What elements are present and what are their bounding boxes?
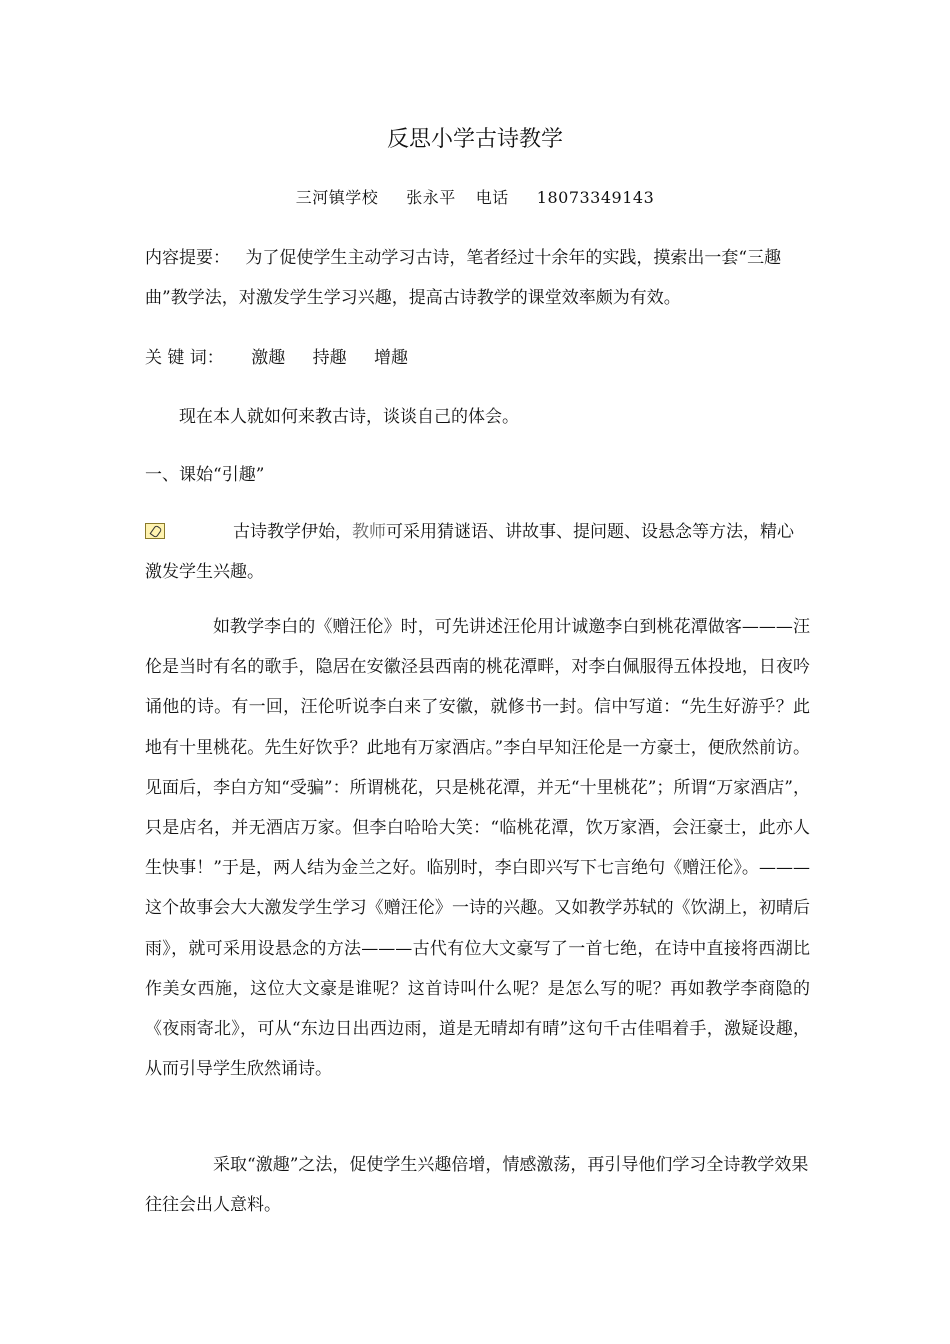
paragraph-1-before: 古诗教学伊始，: [233, 522, 352, 542]
section-heading: 一、课始“引趣”: [145, 465, 265, 485]
author-school: 三河镇学校: [295, 188, 379, 207]
abstract: [145, 238, 810, 318]
paragraph-2: 如教学李白的《赠汪伦》时，可先讲述汪伦用计诚邀李白到桃花潭做客———汪伦是当时有名的歌手，隐居在安徽泾县西南的桃花潭畔，对李白佩服得五体投地，日夜吟诵他的诗。有一回，汪伦听说李白来了安徽，就修书一封。信中写道：“先生好游乎？此地有十里桃花。先生好饮乎？此地有万家酒店。”李白早知汪伦是一方豪士，便欣然前访。见面后，李白方知“受骗”：所谓桃花，只是桃花潭，并无“十里桃花”；所谓“万家酒店”，只是店名，并无酒店万家。但李白哈哈大笑：“临桃花潭，饮万家酒，会汪豪士，此亦人生快事！”于是，两人结为金兰之好。临别时，李白即兴写下七言绝句《赠汪伦》。———这个故事会大大激发学生学习《赠汪伦》一诗的兴趣。又如教学苏轼的《饮湖上，初晴后雨》，就可采用设悬念的方法———古代有位大文豪写了一首七绝，在诗中直接将西湖比作美女西施，这位大文豪是谁呢？这首诗叫什么呢？是怎么写的呢？再如教学李商隐的《夜雨寄北》，可从“东边日出西边雨，道是无晴却有晴”这句千古佳唱着手，激疑设趣，从而引导学生欣然诵诗。: [145, 617, 810, 1080]
intro-paragraph: 现在本人就如何来教古诗，谈谈自己的体会。: [179, 407, 519, 427]
abstract-text: 为了促使学生主动学习古诗，笔者经过十余年的实践，摸索出一套“三趣曲”教学法，对激发学生学习兴趣，提高古诗教学的课堂效率颇为有效。: [145, 248, 782, 308]
paragraph-1-after: 可采用猜谜语、讲故事、提问题、设悬念等方法，精心激发学生兴趣。: [145, 522, 794, 582]
keyword-item: 持趣: [312, 348, 347, 368]
comment-note-icon[interactable]: [145, 523, 165, 539]
abstract-label: 内容提要：: [145, 248, 230, 268]
highlighted-word: 教师: [352, 522, 386, 542]
paragraph-3: 采取“激趣”之法，促使学生兴趣倍增，情感激荡，再引导他们学习全诗教学效果往往会出人意料。: [145, 1155, 809, 1215]
keywords: [145, 338, 810, 378]
author-phone-label: 电话: [475, 188, 509, 207]
paragraph-lead: [145, 512, 233, 552]
keywords-label: 关 键 词：: [145, 348, 224, 368]
keyword-item: 增趣: [374, 348, 409, 368]
keyword-item: 激趣: [251, 348, 286, 368]
author-name: 张永平: [406, 188, 456, 207]
author-line: [0, 185, 950, 208]
paragraph-1: [145, 512, 810, 592]
document-title: 反思小学古诗教学: [386, 127, 563, 152]
author-phone: 18073349143: [536, 188, 655, 207]
